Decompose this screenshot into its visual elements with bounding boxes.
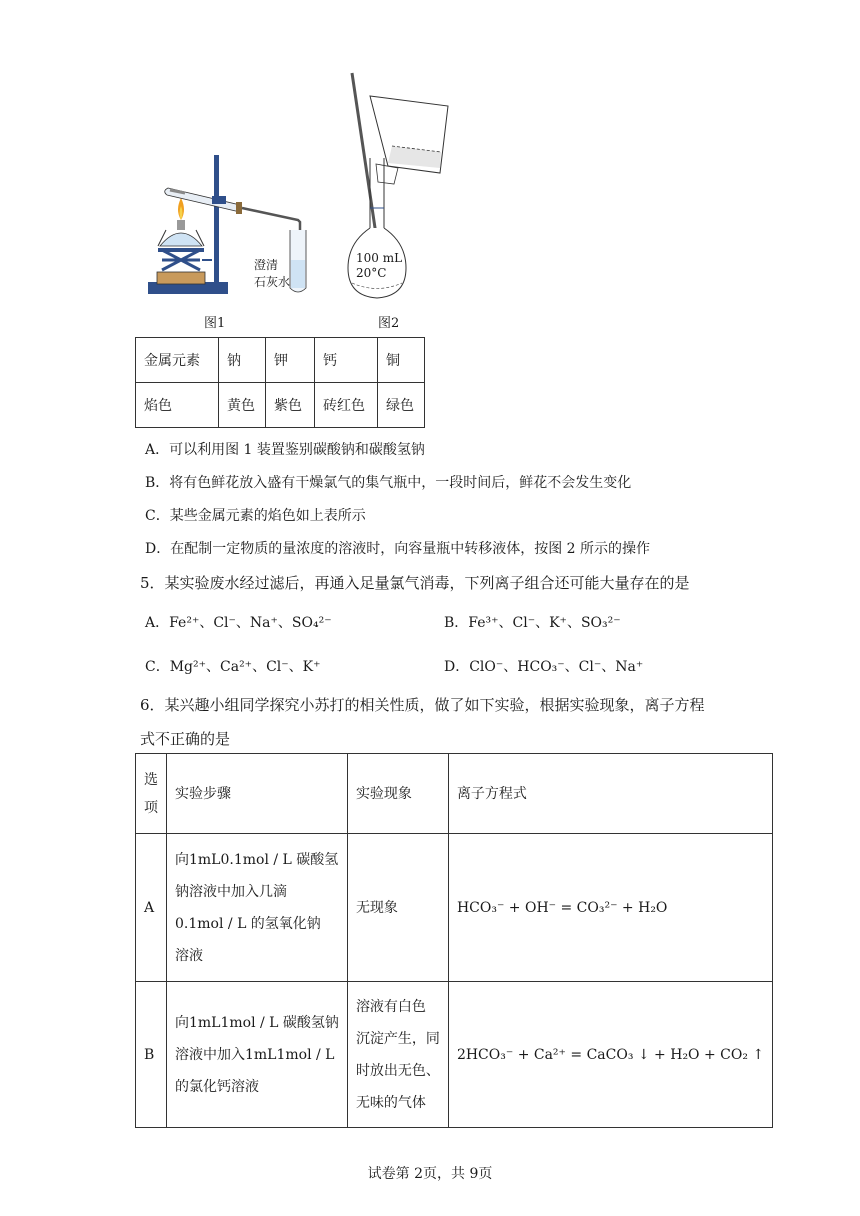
table-header-row xyxy=(136,754,773,834)
stand-rod xyxy=(214,155,219,285)
table-cell-option: A xyxy=(136,834,167,982)
table-cell: 铜 xyxy=(378,338,425,383)
q4-option-b: B．将有色鲜花放入盛有干燥氯气的集气瓶中，一段时间后，鲜花不会发生变化 xyxy=(145,475,632,491)
table-cell-phenomenon: 无现象 xyxy=(347,834,448,982)
q5-option-d: D．ClO⁻、HCO₃⁻、Cl⁻、Na⁺ xyxy=(444,659,644,675)
page-footer: 试卷第 2页，共 9页 xyxy=(367,1166,493,1182)
table-cell: 砖红色 xyxy=(315,383,378,428)
q6-experiment-table xyxy=(135,753,773,1128)
table-cell: 焰色 xyxy=(136,383,219,428)
table-cell-step: 向1mL1mol / L 碳酸氢钠 溶液中加入1mL1mol / L 的氯化钙溶液 xyxy=(167,982,348,1128)
table-cell: 钠 xyxy=(219,338,266,383)
q6-stem-line2: 式不正确的是 xyxy=(140,730,231,748)
q5-option-c: C．Mg²⁺、Ca²⁺、Cl⁻、K⁺ xyxy=(145,659,321,675)
fig2-label: 图2 xyxy=(378,316,400,331)
fig1-label: 图1 xyxy=(204,316,226,331)
q4-option-c: C．某些金属元素的焰色如上表所示 xyxy=(145,508,366,524)
q4-option-d: D．在配制一定物质的量浓度的溶液时，向容量瓶中转移液体，按图 2 所示的操作 xyxy=(145,541,651,557)
table-row xyxy=(136,383,425,428)
table-header-cell: 实验步骤 xyxy=(167,754,348,834)
flame-color-table xyxy=(135,337,425,428)
fig2-flask-label: 100 mL 20°C xyxy=(356,251,403,280)
q5-option-b: B．Fe³⁺、Cl⁻、K⁺、SO₃²⁻ xyxy=(444,615,621,631)
table-row xyxy=(136,982,773,1128)
table-cell: 紫色 xyxy=(266,383,315,428)
figure-1-apparatus xyxy=(140,150,330,305)
table-cell-step: 向1mL0.1mol / L 碳酸氢 钠溶液中加入几滴 0.1mol / L 的氢氧化钠 溶液 xyxy=(167,834,348,982)
fig1-limewater-label: 澄清 石灰水 xyxy=(254,258,291,289)
q5-stem: 5．某实验废水经过滤后，再通入足量氯气消毒，下列离子组合还可能大量存在的是 xyxy=(140,574,690,592)
table-cell: 钾 xyxy=(266,338,315,383)
table-cell-equation: 2HCO₃⁻ + Ca²⁺ = CaCO₃ ↓ + H₂O + CO₂ ↑ xyxy=(448,982,772,1128)
table-header-cell: 实验现象 xyxy=(347,754,448,834)
table-cell: 绿色 xyxy=(378,383,425,428)
table-header-cell: 选 项 xyxy=(136,754,167,834)
table-cell-equation: HCO₃⁻ + OH⁻ = CO₃²⁻ + H₂O xyxy=(448,834,772,982)
table-cell: 钙 xyxy=(315,338,378,383)
q6-stem-line1: 6．某兴趣小组同学探究小苏打的相关性质，做了如下实验，根据实验现象，离子方程 xyxy=(140,696,705,714)
table-cell-option: B xyxy=(136,982,167,1128)
table-header-cell: 离子方程式 xyxy=(448,754,772,834)
q4-option-a: A．可以利用图 1 装置鉴别碳酸钠和碳酸氢钠 xyxy=(145,442,425,458)
q5-option-a: A．Fe²⁺、Cl⁻、Na⁺、SO₄²⁻ xyxy=(145,615,332,631)
table-row xyxy=(136,834,773,982)
table-row xyxy=(136,338,425,383)
table-cell: 黄色 xyxy=(219,383,266,428)
table-cell: 金属元素 xyxy=(136,338,219,383)
table-cell-phenomenon: 溶液有白色 沉淀产生，同 时放出无色、 无味的气体 xyxy=(347,982,448,1128)
